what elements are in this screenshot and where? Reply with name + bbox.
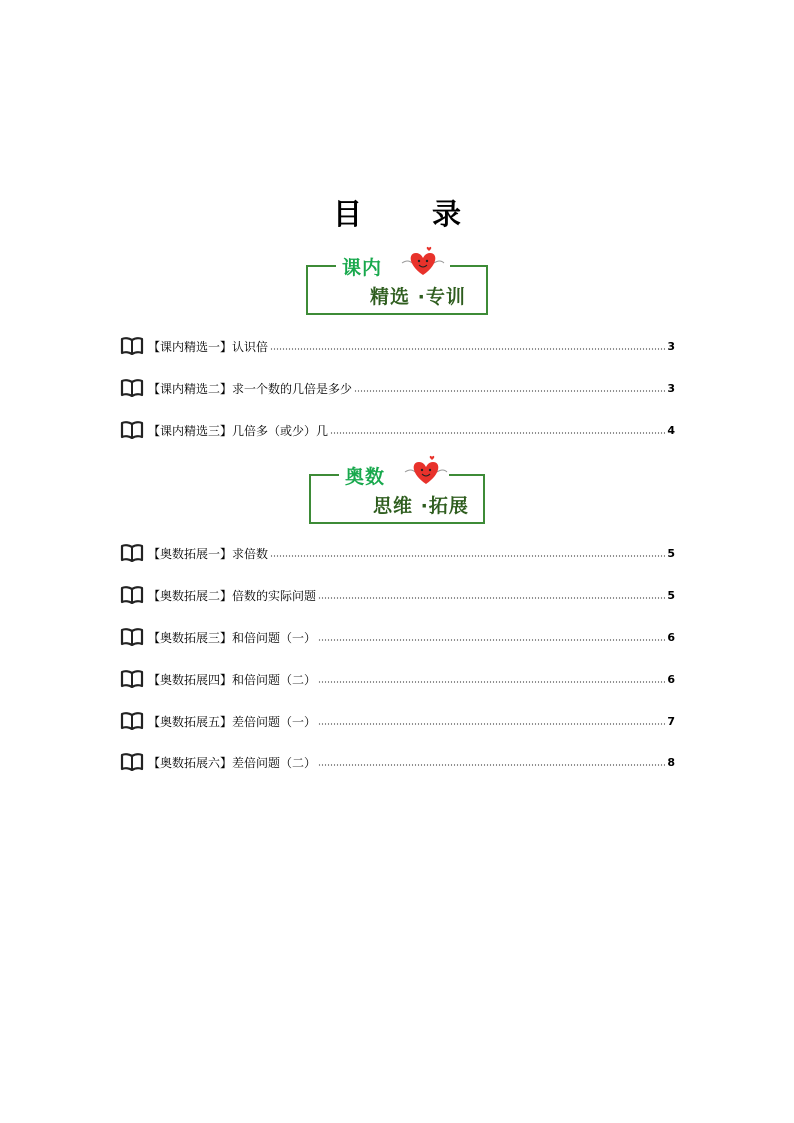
- toc-entry[interactable]: [120, 336, 675, 356]
- dot-leader: [354, 390, 665, 392]
- toc-entry-page: 3: [667, 381, 675, 395]
- banner-word1: 课内: [340, 253, 384, 280]
- page-title: 目 录: [332, 197, 492, 231]
- toc-entry-page: 6: [667, 630, 675, 644]
- dot-leader: [270, 555, 665, 557]
- open-book-icon: [120, 544, 144, 562]
- toc-entry-page: 5: [667, 546, 675, 560]
- toc-entry-page: 7: [667, 714, 675, 728]
- section-banner-in-class: [306, 257, 486, 315]
- toc-entry[interactable]: [120, 543, 675, 563]
- banner-word1: 奥数: [343, 462, 387, 489]
- open-book-icon: [120, 379, 144, 397]
- open-book-icon: [120, 421, 144, 439]
- dot-leader: [318, 639, 665, 641]
- open-book-icon: [120, 586, 144, 604]
- heart-face-icon: [398, 245, 448, 277]
- toc-entry-page: 5: [667, 588, 675, 602]
- toc-entry-label: 【奥数拓展二】倍数的实际问题: [148, 588, 317, 603]
- toc-entry-label: 【课内精选二】求一个数的几倍是多少: [148, 381, 353, 396]
- toc-entry-label: 【奥数拓展四】和倍问题（二）: [148, 672, 317, 687]
- dot-leader: [318, 597, 665, 599]
- dot-leader: [330, 432, 665, 434]
- toc-entry-page: 4: [667, 423, 675, 437]
- toc-entry[interactable]: [120, 420, 675, 440]
- dot-leader: [318, 764, 665, 766]
- toc-entry-page: 8: [667, 755, 675, 769]
- toc-entry-label: 【课内精选三】几倍多（或少）几: [148, 423, 329, 438]
- toc-entry-label: 【奥数拓展三】和倍问题（一）: [148, 630, 317, 645]
- toc-entry-label: 【奥数拓展六】差倍问题（二）: [148, 755, 317, 770]
- dot-leader: [318, 681, 665, 683]
- toc-entry-page: 3: [667, 339, 675, 353]
- open-book-icon: [120, 753, 144, 771]
- toc-entry[interactable]: [120, 627, 675, 647]
- open-book-icon: [120, 712, 144, 730]
- banner-word2: 精选 ·专训: [370, 286, 466, 308]
- heart-face-icon: [401, 454, 451, 486]
- toc-entry[interactable]: [120, 585, 675, 605]
- toc-entry-label: 【课内精选一】认识倍: [148, 339, 269, 354]
- open-book-icon: [120, 337, 144, 355]
- toc-entry-page: 6: [667, 672, 675, 686]
- toc-entry[interactable]: [120, 378, 675, 398]
- toc-entry[interactable]: [120, 711, 675, 731]
- toc-entry[interactable]: [120, 669, 675, 689]
- toc-entry-label: 【奥数拓展五】差倍问题（一）: [148, 714, 317, 729]
- open-book-icon: [120, 628, 144, 646]
- toc-entry[interactable]: [120, 752, 675, 772]
- section-banner-olympiad: [309, 466, 489, 524]
- dot-leader: [318, 723, 665, 725]
- toc-entry-label: 【奥数拓展一】求倍数: [148, 546, 269, 561]
- open-book-icon: [120, 670, 144, 688]
- banner-word2: 思维 ·拓展: [373, 495, 469, 517]
- dot-leader: [270, 348, 665, 350]
